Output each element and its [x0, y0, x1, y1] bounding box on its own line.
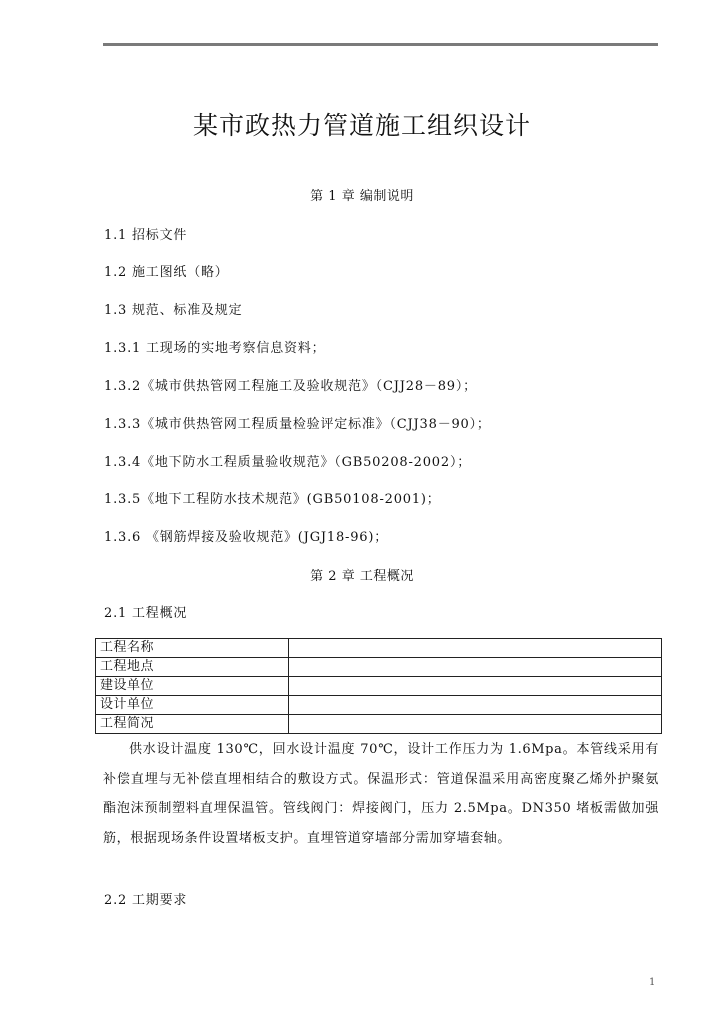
- table-value: [289, 715, 662, 734]
- table-row: [96, 639, 662, 658]
- chapter-2-heading: 第 2 章 工程概况: [310, 569, 414, 584]
- project-info-table: [95, 638, 662, 734]
- table-row: [96, 677, 662, 696]
- item-1-3-6: 1.3.6 《钢筋焊接及验收规范》(JGJ18-96)；: [104, 530, 389, 545]
- table-value: [289, 696, 662, 715]
- page-number: 1: [649, 977, 656, 988]
- item-1-1: 1.1 招标文件: [104, 228, 188, 243]
- table-row: [96, 715, 662, 734]
- table-row: [96, 658, 662, 677]
- item-1-3-3: 1.3.3《城市供热管网工程质量检验评定标准》（CJJ38－90）；: [104, 417, 491, 432]
- header-rule: [103, 43, 658, 46]
- table-value: [289, 658, 662, 677]
- item-1-3-5: 1.3.5《地下工程防水技术规范》(GB50108-2001)；: [104, 492, 441, 507]
- table-label: 工程名称: [96, 639, 289, 658]
- item-1-2: 1.2 施工图纸（略）: [104, 265, 229, 280]
- chapter-1-heading: 第 1 章 编制说明: [310, 189, 414, 204]
- section-2-2-heading: 2.2 工期要求: [104, 893, 188, 908]
- table-label: 工程简况: [96, 715, 289, 734]
- table-label: 设计单位: [96, 696, 289, 715]
- table-value: [289, 639, 662, 658]
- table-row: [96, 696, 662, 715]
- document-title: 某市政热力管道施工组织设计: [192, 111, 531, 140]
- item-1-3-2: 1.3.2《城市供热管网工程施工及验收规范》（CJJ28－89）；: [104, 379, 477, 394]
- table-label: 工程地点: [96, 658, 289, 677]
- section-2-1-heading: 2.1 工程概况: [104, 606, 188, 621]
- item-1-3-4: 1.3.4《地下防水工程质量验收规范》（GB50208-2002）；: [104, 455, 472, 470]
- item-1-3-1: 1.3.1 工现场的实地考察信息资料；: [104, 341, 326, 356]
- table-value: [289, 677, 662, 696]
- table-label: 建设单位: [96, 677, 289, 696]
- project-description-paragraph: 供水设计温度 130℃，回水设计温度 70℃，设计工作压力为 1.6Mpa。本管线采用有补偿直埋与无补偿直埋相结合的敷设方式。保温形式：管道保温采用高密度聚乙烯外护聚氨酯泡沫预制塑料直埋保温管。管线阀门：焊接阀门，压力 2.5Mpa。DN350 堵板需做加强筋，根据现场条件设置堵板支护。直埋管道穿墙部分需加穿墙套轴。: [103, 742, 659, 846]
- item-1-3: 1.3 规范、标准及规定: [104, 303, 243, 318]
